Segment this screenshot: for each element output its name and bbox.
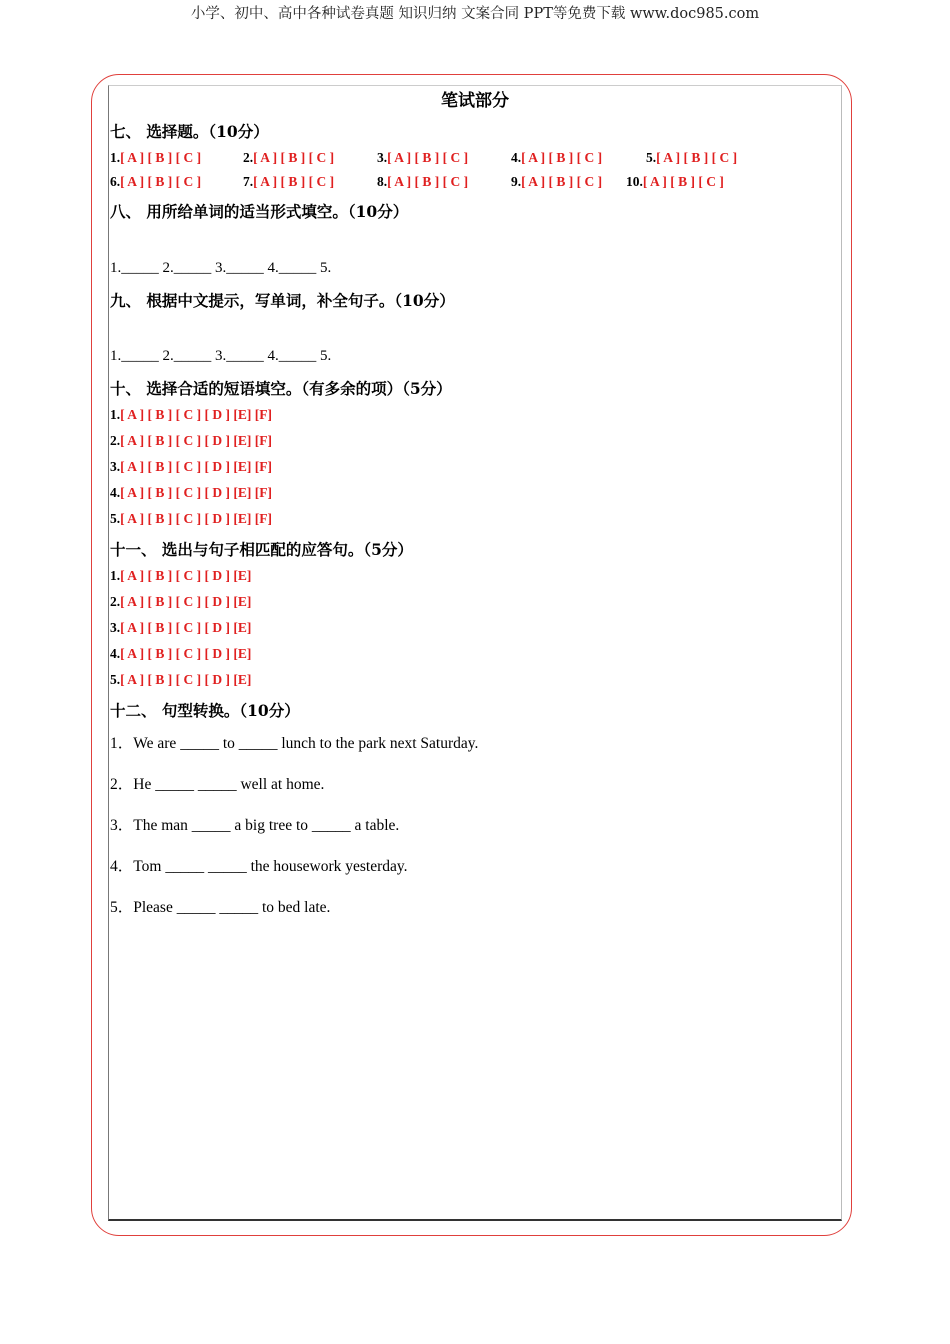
q7-item-2[interactable]: 2.[ A ] [ B ] [ C ] [243,150,335,165]
q7-item-9[interactable]: 9.[ A ] [ B ] [ C ] [511,174,603,189]
q7-item-8[interactable]: 8.[ A ] [ B ] [ C ] [377,174,469,189]
q10-item-2[interactable]: 2.[ A ] [ B ] [ C ] [ D ] [E] [F] [110,433,272,448]
section-12-heading: 十二、 句型转换。（10分） [110,701,300,720]
section-8-heading: 八、 用所给单词的适当形式填空。（10分） [110,202,409,221]
q12-sentence-4[interactable]: 4．Tom _____ _____ the housework yesterday. [110,858,408,875]
q12-sentence-5[interactable]: 5．Please _____ _____ to bed late. [110,899,331,916]
section-11-heading: 十一、 选出与句子相匹配的应答句。（5分） [110,540,413,559]
q12-sentence-3[interactable]: 3．The man _____ a big tree to _____ a table. [110,817,400,834]
q11-item-3[interactable]: 3.[ A ] [ B ] [ C ] [ D ] [E] [110,620,252,635]
q12-sentence-1[interactable]: 1．We are _____ to _____ lunch to the park next Saturday. [110,735,479,752]
q7-item-7[interactable]: 7.[ A ] [ B ] [ C ] [243,174,335,189]
q7-item-6[interactable]: 6.[ A ] [ B ] [ C ] [110,174,202,189]
q10-item-5[interactable]: 5.[ A ] [ B ] [ C ] [ D ] [E] [F] [110,511,272,526]
q12-sentence-2[interactable]: 2．He _____ _____ well at home. [110,776,325,793]
section-9-blanks[interactable]: 1._____ 2._____ 3._____ 4._____ 5. [110,348,332,364]
q10-item-1[interactable]: 1.[ A ] [ B ] [ C ] [ D ] [E] [F] [110,407,272,422]
q7-item-3[interactable]: 3.[ A ] [ B ] [ C ] [377,150,469,165]
q11-item-5[interactable]: 5.[ A ] [ B ] [ C ] [ D ] [E] [110,672,252,687]
page-header: 小学、初中、高中各种试卷真题 知识归纳 文案合同 PPT等免费下载 www.doc985.com [190,6,760,22]
q10-item-3[interactable]: 3.[ A ] [ B ] [ C ] [ D ] [E] [F] [110,459,272,474]
q10-item-4[interactable]: 4.[ A ] [ B ] [ C ] [ D ] [E] [F] [110,485,272,500]
q7-item-10[interactable]: 10.[ A ] [ B ] [ C ] [626,174,724,189]
q7-item-1[interactable]: 1.[ A ] [ B ] [ C ] [110,150,202,165]
section-7-heading: 七、 选择题。（10分） [110,122,269,141]
q11-item-1[interactable]: 1.[ A ] [ B ] [ C ] [ D ] [E] [110,568,252,583]
q7-item-5[interactable]: 5.[ A ] [ B ] [ C ] [646,150,738,165]
q11-item-2[interactable]: 2.[ A ] [ B ] [ C ] [ D ] [E] [110,594,252,609]
q11-item-4[interactable]: 4.[ A ] [ B ] [ C ] [ D ] [E] [110,646,252,661]
q7-item-4[interactable]: 4.[ A ] [ B ] [ C ] [511,150,603,165]
page-title: 笔试部分 [441,91,509,111]
section-9-heading: 九、 根据中文提示，写单词，补全句子。（10分） [110,291,455,310]
section-8-blanks[interactable]: 1._____ 2._____ 3._____ 4._____ 5. [110,260,332,276]
section-10-heading: 十、 选择合适的短语填空。（有多余的项）（5分） [110,379,452,398]
